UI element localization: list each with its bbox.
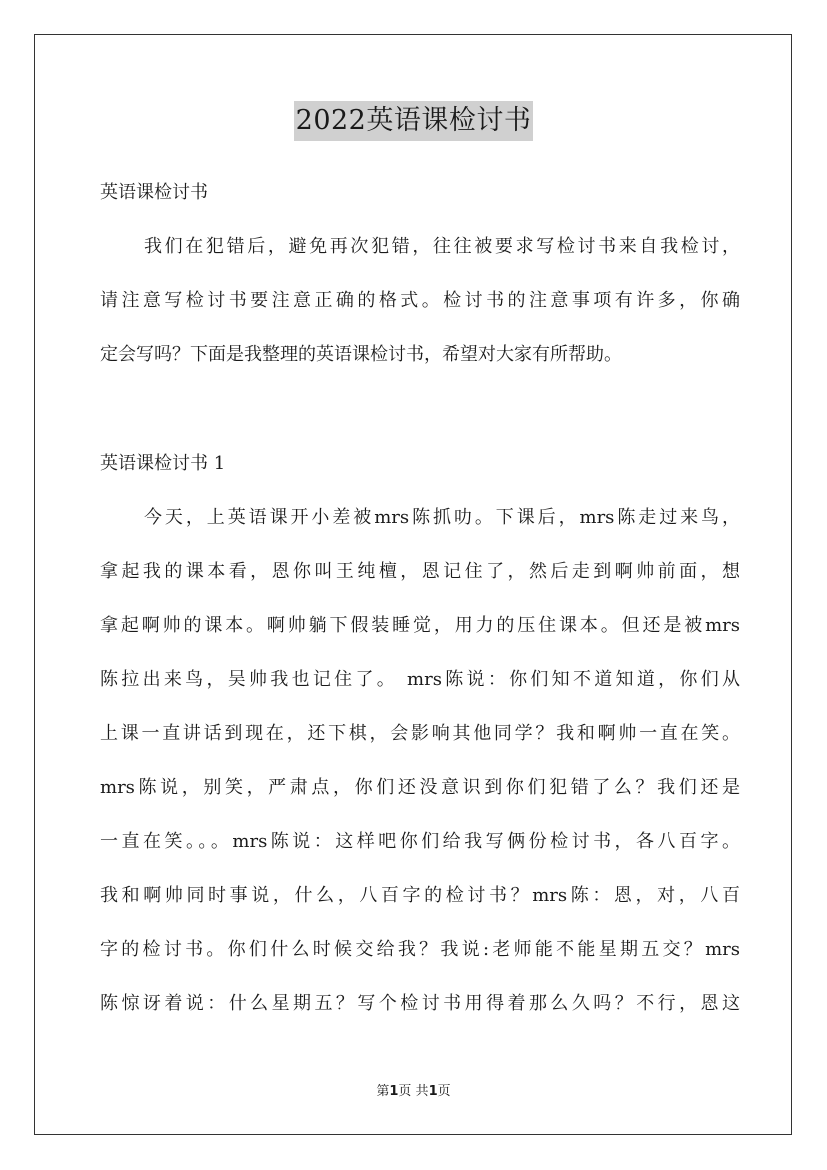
paragraph-line: 我们在犯错后，避免再次犯错，往往被要求写检讨书来自我检讨， xyxy=(144,236,740,257)
paragraph-line: 陈拉出来鸟，吴帅我也记住了。 mrs陈说：你们知不道知道，你们从 xyxy=(100,669,740,690)
paragraph-line: 拿起啊帅的课本。啊帅躺下假装睡觉，用力的压住课本。但还是被mrs xyxy=(100,615,740,636)
body-paragraph xyxy=(100,506,740,1046)
paragraph-line: 今天，上英语课开小差被mrs陈抓叻。下课后，mrs陈走过来鸟， xyxy=(144,507,740,528)
footer-current-page: 1 xyxy=(389,1084,399,1099)
paragraph-line: 我和啊帅同时事说，什么，八百字的检讨书？mrs陈：恩，对，八百 xyxy=(100,885,740,906)
footer-mid: 页 共 xyxy=(398,1084,429,1099)
paragraph-line: 请注意写检讨书要注意正确的格式。检讨书的注意事项有许多，你确 xyxy=(100,290,740,311)
paragraph-line: 上课一直讲话到现在，还下棋，会影响其他同学？我和啊帅一直在笑。 xyxy=(100,723,740,744)
paragraph-line: 字的检讨书。你们什么时候交给我？我说:老师能不能星期五交？mrs xyxy=(100,939,740,960)
title-wrap xyxy=(0,101,827,141)
paragraph-line: mrs陈说，别笑，严肃点，你们还没意识到你们犯错了么？我们还是 xyxy=(100,777,740,798)
intro-heading: 英语课检讨书 xyxy=(100,182,208,203)
paragraph-line: 一直在笑。。。mrs陈说：这样吧你们给我写俩份检讨书，各八百字。 xyxy=(100,831,740,852)
intro-paragraph xyxy=(100,235,740,397)
page-footer xyxy=(0,1083,827,1101)
paragraph-line: 拿起我的课本看，恩你叫王纯檀，恩记住了，然后走到啊帅前面，想 xyxy=(100,561,740,582)
footer-total-pages: 1 xyxy=(428,1084,438,1099)
paragraph-line: 陈惊讶着说：什么星期五？写个检讨书用得着那么久吗？不行，恩这 xyxy=(100,993,740,1014)
paragraph-line: 定会写吗？下面是我整理的英语课检讨书，希望对大家有所帮助。 xyxy=(100,344,622,365)
footer-suffix: 页 xyxy=(437,1084,451,1099)
section-heading: 英语课检讨书 1 xyxy=(100,453,226,474)
footer-prefix: 第 xyxy=(376,1084,390,1099)
document-title: 2022英语课检讨书 xyxy=(294,101,534,141)
